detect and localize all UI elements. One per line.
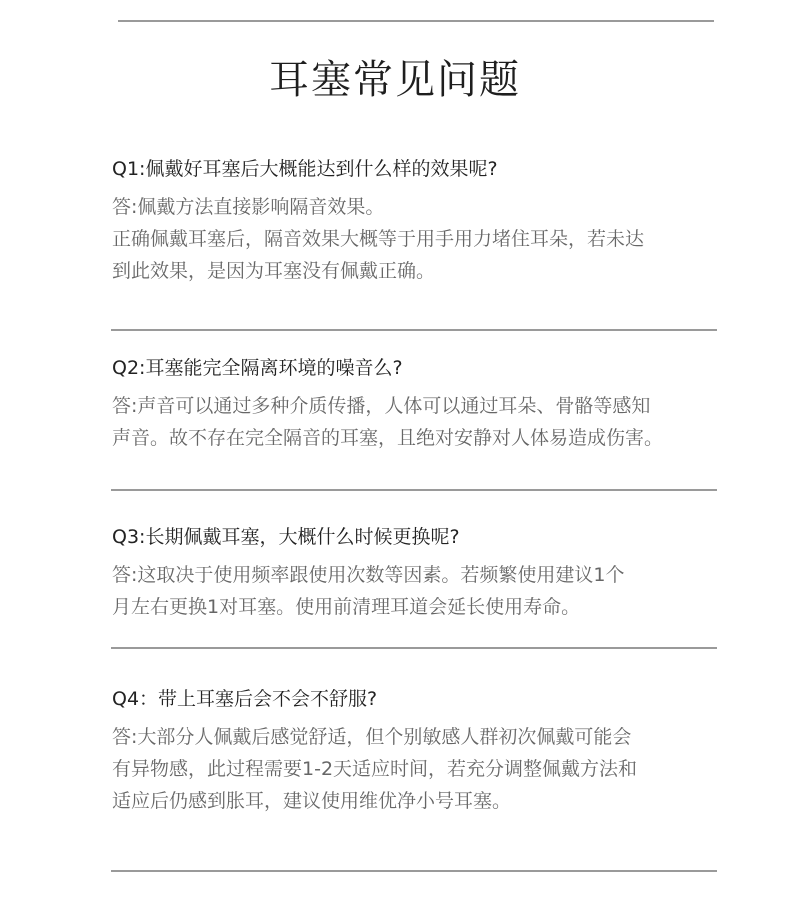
faq-question: Q2:耳塞能完全隔离环境的噪音么?: [112, 357, 403, 379]
faq-answer-line: 适应后仍感到胀耳，建议使用维优净小号耳塞。: [112, 790, 512, 812]
faq-answer: [112, 721, 752, 817]
section-divider: [111, 489, 717, 491]
faq-answer: [112, 559, 752, 623]
faq-answer: [112, 191, 752, 287]
faq-item-4: [112, 686, 752, 817]
faq-answer-line: 答:这取决于使用频率跟使用次数等因素。若频繁使用建议1个: [112, 564, 625, 586]
faq-question: Q4：带上耳塞后会不会不舒服?: [112, 688, 378, 710]
faq-answer-line: 答:声音可以通过多种介质传播，人体可以通过耳朵、骨骼等感知: [112, 395, 651, 417]
faq-answer: [112, 390, 752, 454]
bottom-divider: [111, 870, 717, 872]
faq-item-2: [112, 355, 752, 454]
faq-question: Q1:佩戴好耳塞后大概能达到什么样的效果呢?: [112, 158, 498, 180]
top-divider: [118, 20, 714, 22]
faq-answer-line: 月左右更换1对耳塞。使用前清理耳道会延长使用寿命。: [112, 596, 581, 618]
faq-answer-line: 正确佩戴耳塞后，隔音效果大概等于用手用力堵住耳朵，若未达: [112, 228, 645, 250]
page-title: 耳塞常见问题: [269, 57, 521, 103]
faq-item-1: [112, 156, 752, 287]
faq-answer-line: 答:大部分人佩戴后感觉舒适，但个别敏感人群初次佩戴可能会: [112, 726, 632, 748]
faq-item-3: [112, 524, 752, 623]
section-divider: [111, 329, 717, 331]
faq-answer-line: 声音。故不存在完全隔音的耳塞，且绝对安静对人体易造成伤害。: [112, 427, 664, 449]
faq-answer-line: 到此效果，是因为耳塞没有佩戴正确。: [112, 260, 436, 282]
faq-question: Q3:长期佩戴耳塞，大概什么时候更换呢?: [112, 526, 460, 548]
faq-answer-line: 有异物感，此过程需要1-2天适应时间，若充分调整佩戴方法和: [112, 758, 638, 780]
faq-answer-line: 答:佩戴方法直接影响隔音效果。: [112, 196, 385, 218]
section-divider: [111, 647, 717, 649]
